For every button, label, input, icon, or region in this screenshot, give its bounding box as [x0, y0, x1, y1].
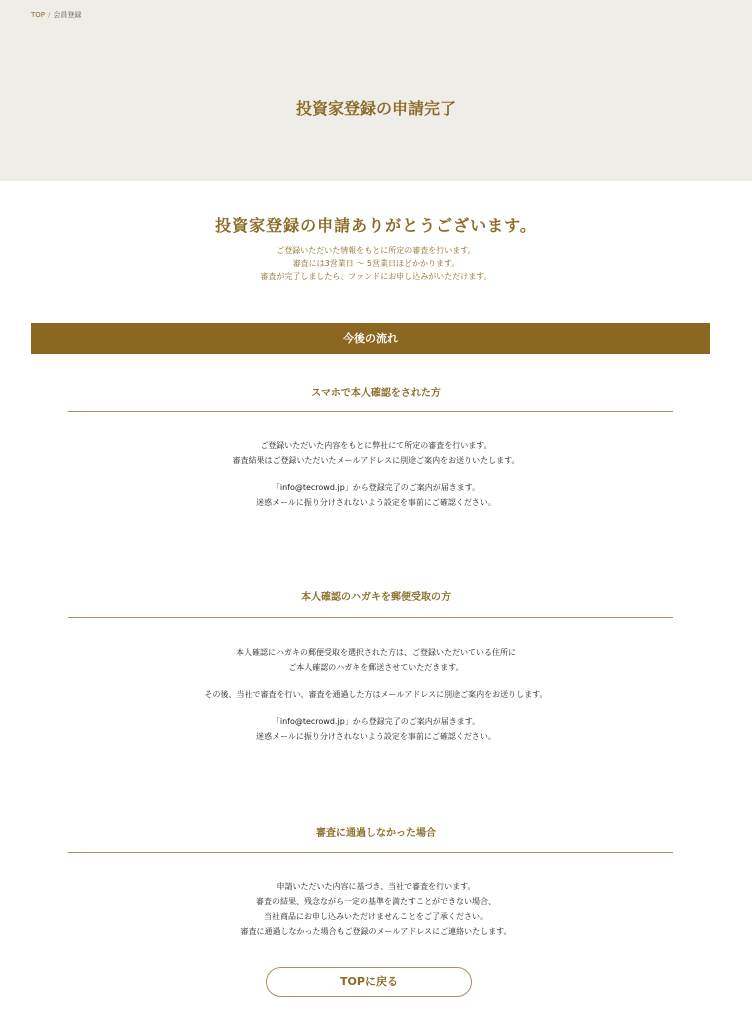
- body-line: 迷惑メールに振り分けされないよう設定を事前にご確認ください。: [256, 498, 496, 507]
- body-line: 審査結果はご登録いただいたメールアドレスに別途ご案内をお送りいたします。: [232, 456, 520, 465]
- body-line: その後、当社で審査を行い、審査を通過した方はメールアドレスに別途ご案内をお送りします。: [204, 690, 548, 699]
- body-line: 申請いただいた内容に基づき、当社で審査を行います。: [276, 882, 476, 891]
- body-line: 審査の結果、残念ながら一定の基準を満たすことができない場合、: [256, 897, 496, 906]
- section-title-smartphone: スマホで本人確認をされた方: [311, 388, 441, 399]
- body-line: ご本人確認のハガキを郵送させていただきます。: [288, 663, 464, 672]
- section-body-smartphone: [0, 438, 752, 510]
- breadcrumb-current: 会員登録: [53, 11, 82, 19]
- hero-banner: [0, 0, 752, 181]
- section-title-not-passed: 審査に通過しなかった場合: [316, 828, 436, 839]
- back-to-top-button[interactable]: TOPに戻る: [266, 967, 472, 997]
- thanks-message: [0, 244, 752, 283]
- body-line: 「info@tecrowd.jp」から登録完了のご案内が届きます。: [271, 717, 481, 726]
- breadcrumb-home-link[interactable]: TOP: [31, 11, 46, 19]
- section-body-postcard: [0, 645, 752, 744]
- body-line: 迷惑メールに振り分けされないよう設定を事前にご確認ください。: [256, 732, 496, 741]
- breadcrumb-separator: /: [48, 11, 51, 19]
- body-line: 当社商品にお申し込みいただけませんことをご了承ください。: [264, 912, 488, 921]
- page-title: 投資家登録の申請完了: [295, 99, 456, 118]
- body-line: 「info@tecrowd.jp」から登録完了のご案内が届きます。: [271, 483, 481, 492]
- thanks-line: 審査には3営業日 〜 5営業日ほどかかります。: [292, 259, 460, 268]
- body-line: 本人確認にハガキの郵便受取を選択された方は、ご登録いただいている住所に: [236, 648, 516, 657]
- section-body-not-passed: [0, 879, 752, 939]
- section-title-postcard: 本人確認のハガキを郵便受取の方: [301, 592, 451, 603]
- flow-header-bar: 今後の流れ: [31, 323, 710, 354]
- body-line: ご登録いただいた内容をもとに弊社にて所定の審査を行います。: [260, 441, 492, 450]
- section-divider: [68, 617, 673, 618]
- thanks-line: ご登録いただいた情報をもとに所定の審査を行います。: [276, 246, 476, 255]
- section-divider: [68, 852, 673, 853]
- thanks-line: 審査が完了しましたら、ファンドにお申し込みがいただけます。: [260, 272, 492, 281]
- section-divider: [68, 411, 673, 412]
- body-line: 審査に通過しなかった場合もご登録のメールアドレスにご連絡いたします。: [240, 927, 512, 936]
- thanks-heading: 投資家登録の申請ありがとうございます。: [215, 216, 537, 235]
- breadcrumb: [31, 10, 81, 20]
